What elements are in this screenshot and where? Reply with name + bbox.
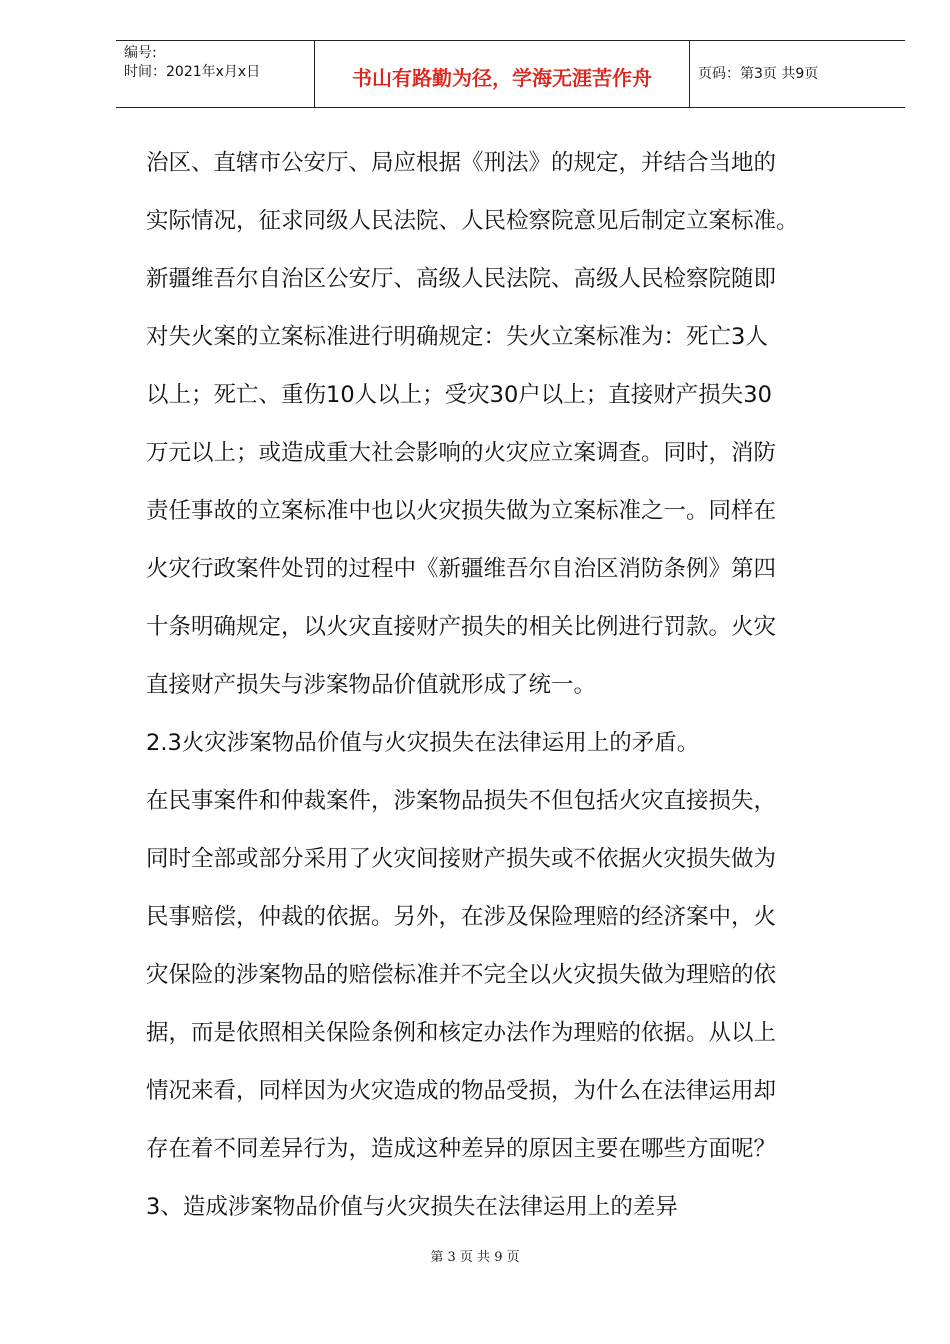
section-heading-2-3: 2.3火灾涉案物品价值与火灾损失在法律运用上的矛盾。 <box>146 730 700 756</box>
body-line: 情况来看，同样因为火灾造成的物品受损，为什么在法律运用却 <box>146 1078 777 1104</box>
body-line: 对失火案的立案标准进行明确规定：失火立案标准为：死亡3人 <box>146 324 768 350</box>
header-page-cell <box>690 41 905 107</box>
section-heading-3: 3、造成涉案物品价值与火灾损失在法律运用上的差异 <box>146 1194 678 1220</box>
body-line: 存在着不同差异行为，造成这种差异的原因主要在哪些方面呢？ <box>146 1136 777 1162</box>
body-line: 治区、直辖市公安厅、局应根据《刑法》的规定，并结合当地的 <box>146 150 777 176</box>
body-line: 民事赔偿，仲裁的依据。另外，在涉及保险理赔的经济案中，火 <box>146 904 777 930</box>
body-line: 责任事故的立案标准中也以火灾损失做为立案标准之一。同样在 <box>146 498 777 524</box>
page-header <box>116 40 905 108</box>
body-line: 以上；死亡、重伤10人以上；受灾30户以上；直接财产损失30 <box>146 382 772 408</box>
page-footer: 第 3 页 共 9 页 <box>430 1250 520 1265</box>
body-line: 万元以上；或造成重大社会影响的火灾应立案调查。同时，消防 <box>146 440 777 466</box>
body-line: 在民事案件和仲裁案件，涉案物品损失不但包括火灾直接损失， <box>146 788 777 814</box>
body-line: 据，而是依照相关保险条例和核定办法作为理赔的依据。从以上 <box>146 1020 777 1046</box>
header-motto-cell <box>315 41 690 107</box>
body-line: 实际情况，征求同级人民法院、人民检察院意见后制定立案标准。 <box>146 208 799 234</box>
header-page-info: 页码：第3页 共9页 <box>698 66 819 82</box>
document-time-label: 时间：2021年x月x日 <box>124 64 261 80</box>
body-line: 火灾行政案件处罚的过程中《新疆维吾尔自治区消防条例》第四 <box>146 556 777 582</box>
body-line: 灾保险的涉案物品的赔偿标准并不完全以火灾损失做为理赔的依 <box>146 962 777 988</box>
body-line: 直接财产损失与涉案物品价值就形成了统一。 <box>146 672 597 698</box>
document-number-label: 编号: <box>124 45 157 61</box>
header-motto: 书山有路勤为径，学海无涯苦作舟 <box>352 66 652 90</box>
header-meta-cell <box>116 41 315 107</box>
document-body <box>146 134 886 1236</box>
body-line: 同时全部或部分采用了火灾间接财产损失或不依据火灾损失做为 <box>146 846 777 872</box>
body-line: 十条明确规定，以火灾直接财产损失的相关比例进行罚款。火灾 <box>146 614 777 640</box>
body-line: 新疆维吾尔自治区公安厅、高级人民法院、高级人民检察院随即 <box>146 266 777 292</box>
